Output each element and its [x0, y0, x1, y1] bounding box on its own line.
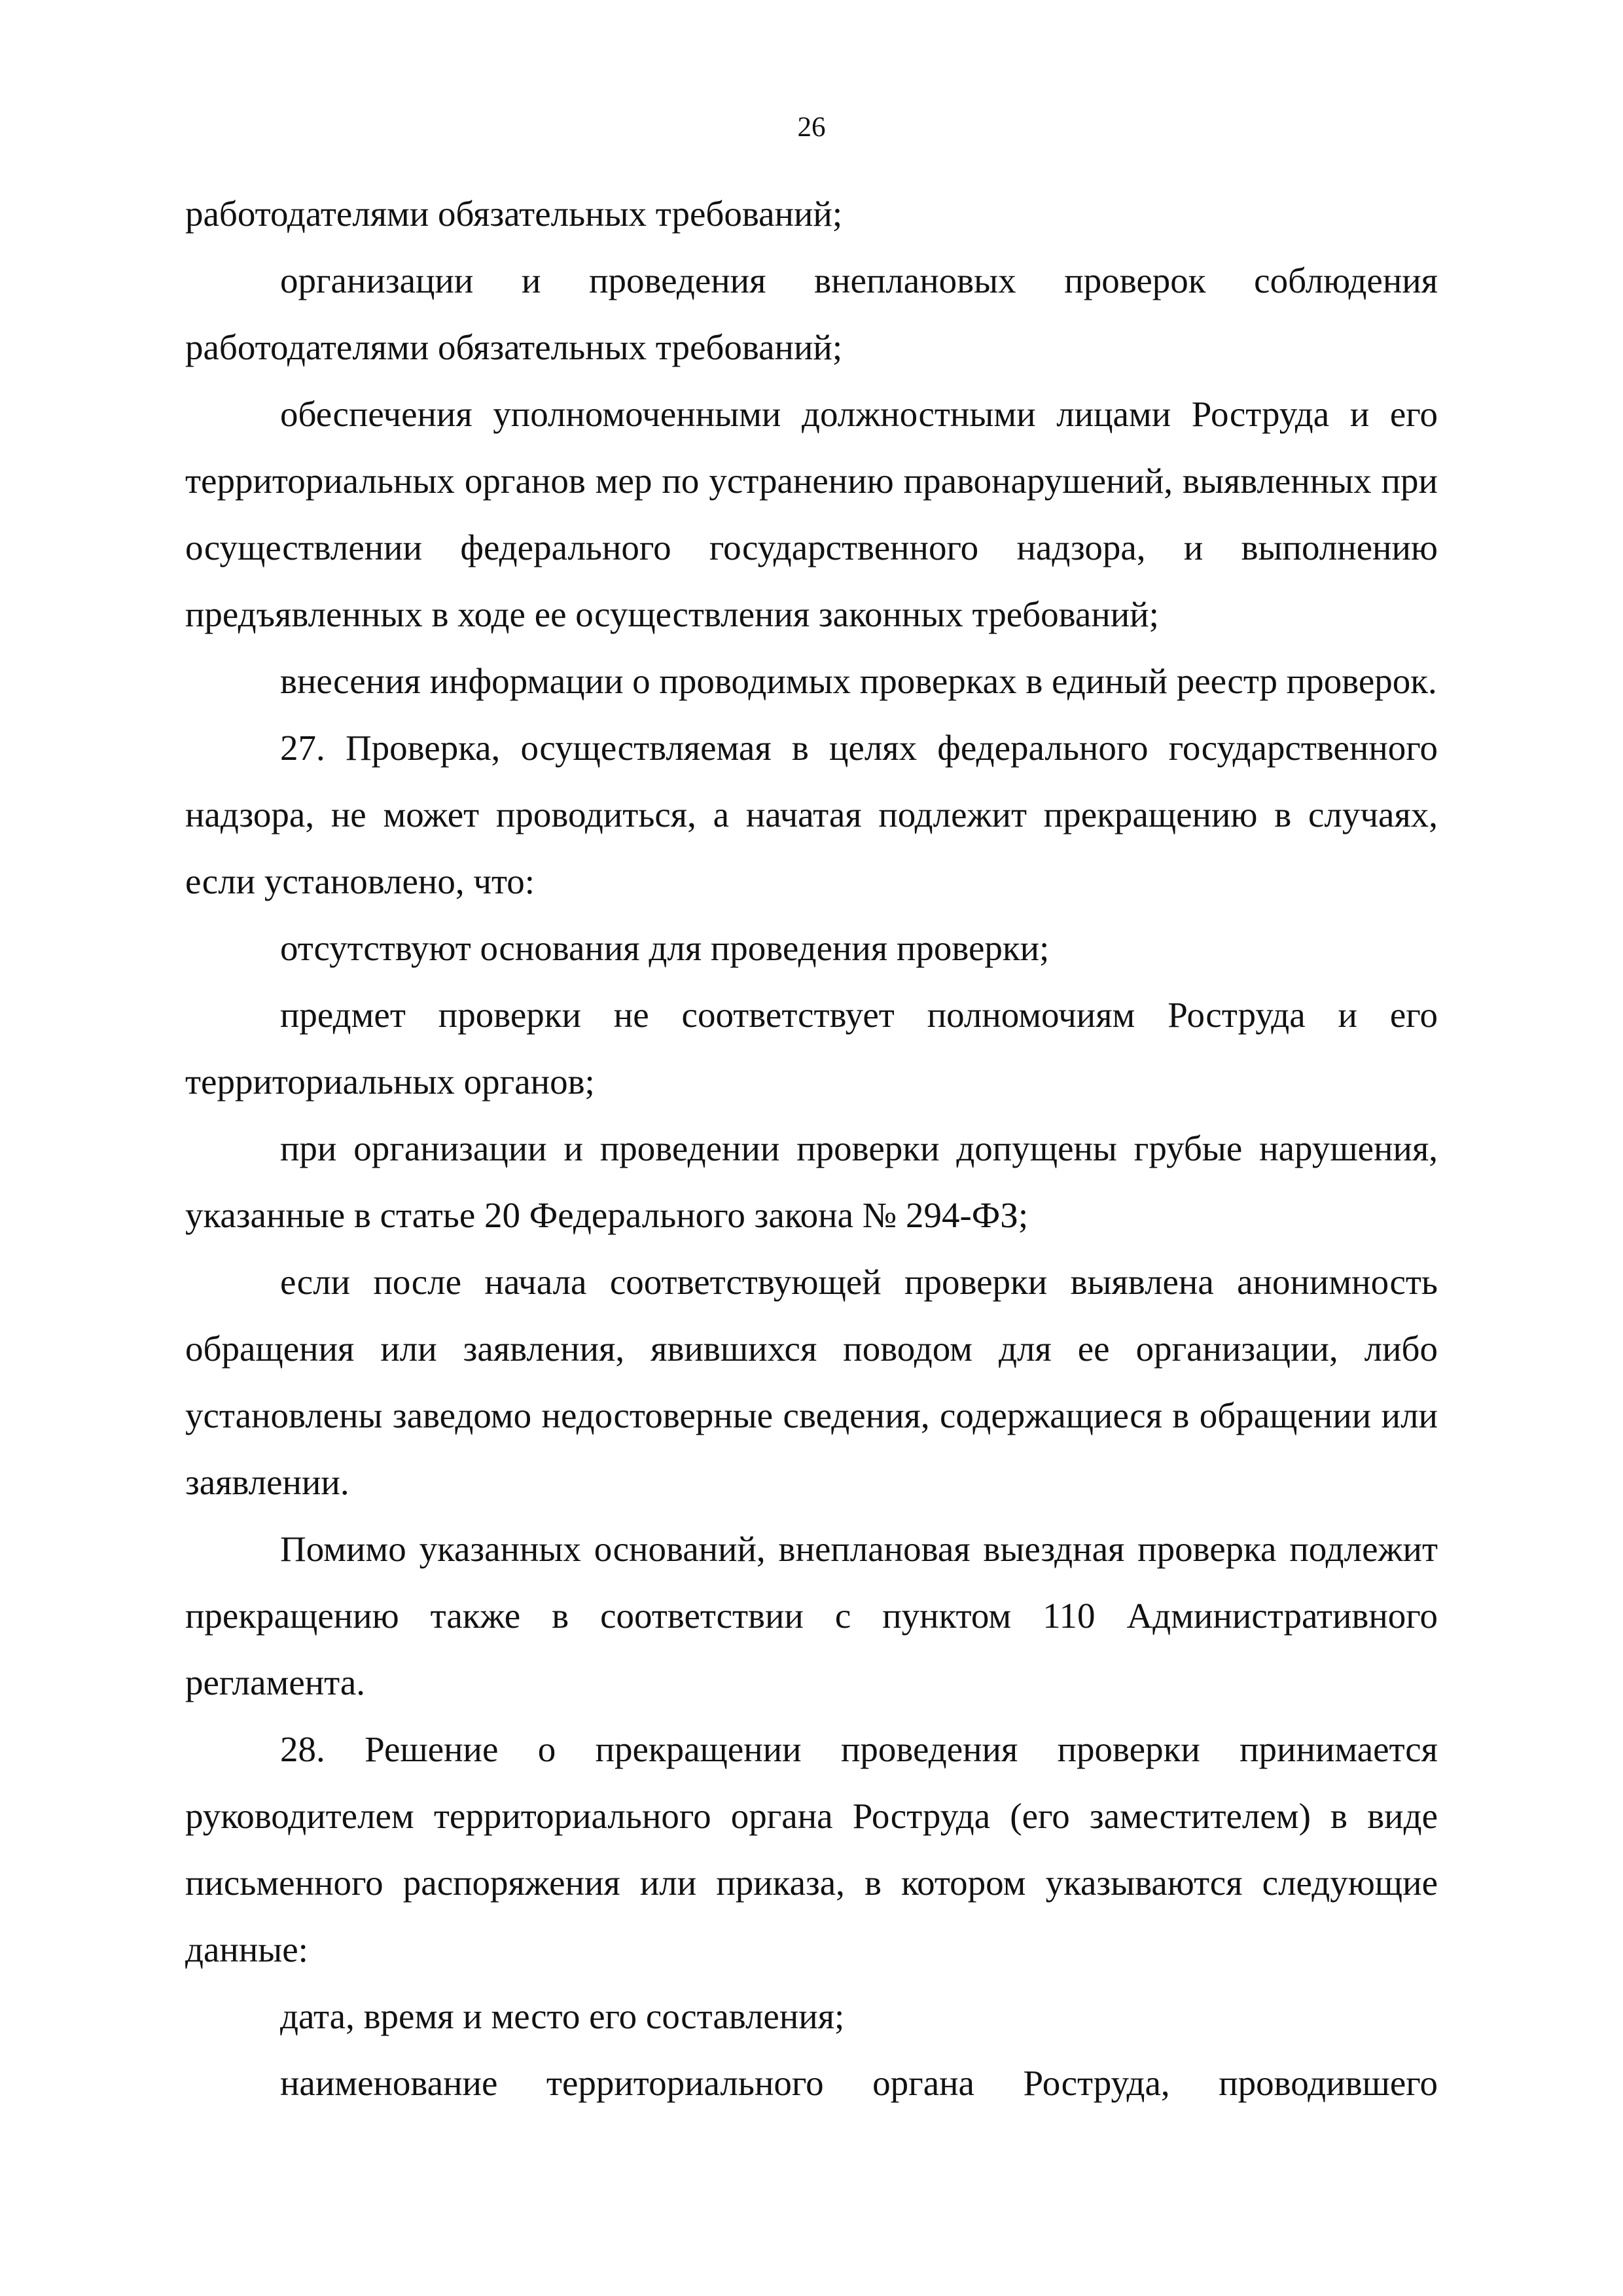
paragraph: организации и проведения внеплановых проверок соблюдения работодателями обязательных требований; — [185, 260, 1438, 367]
paragraph: дата, время и место его составления; — [280, 1996, 845, 2036]
paragraph: обеспечения уполномоченными должностными лицами Роструда и его территориальных органов мер по устранению правонарушений, выявленных при осуществлении федерального государственного надзора, и выполнению предъявленных в ходе ее осуществления законных требований; — [185, 394, 1438, 634]
paragraph: 27. Проверка, осуществляемая в целях федерального государственного надзора, не может проводиться, а начатая подлежит прекращению в случаях, если установлено, что: — [185, 728, 1438, 901]
document-body — [185, 181, 1438, 2117]
paragraph: внесения информации о проводимых проверках в единый реестр проверок. — [280, 661, 1437, 701]
paragraph: наименование территориального органа Роструда, проводившего — [280, 2063, 1438, 2103]
paragraph: при организации и проведении проверки допущены грубые нарушения, указанные в статье 20 Федерального закона № 294-ФЗ; — [185, 1128, 1438, 1235]
paragraph: работодателями обязательных требований; — [185, 194, 843, 234]
page-number: 26 — [797, 112, 826, 143]
paragraph: 28. Решение о прекращении проведения проверки принимается руководителем территориального органа Роструда (его заместителем) в виде письменного распоряжения или приказа, в котором указываются следующие данные: — [185, 1729, 1438, 1969]
paragraph: отсутствуют основания для проведения проверки; — [280, 928, 1050, 968]
paragraph: Помимо указанных оснований, внеплановая выездная проверка подлежит прекращению также в соответствии с пунктом 110 Административного регламента. — [185, 1529, 1438, 1702]
paragraph: предмет проверки не соответствует полномочиям Роструда и его территориальных органов; — [185, 995, 1438, 1102]
paragraph: если после начала соответствующей проверки выявлена анонимность обращения или заявления, явившихся поводом для ее организации, либо установлены заведомо недостоверные сведения, содержащиеся в обращении или заявлении. — [185, 1262, 1438, 1502]
